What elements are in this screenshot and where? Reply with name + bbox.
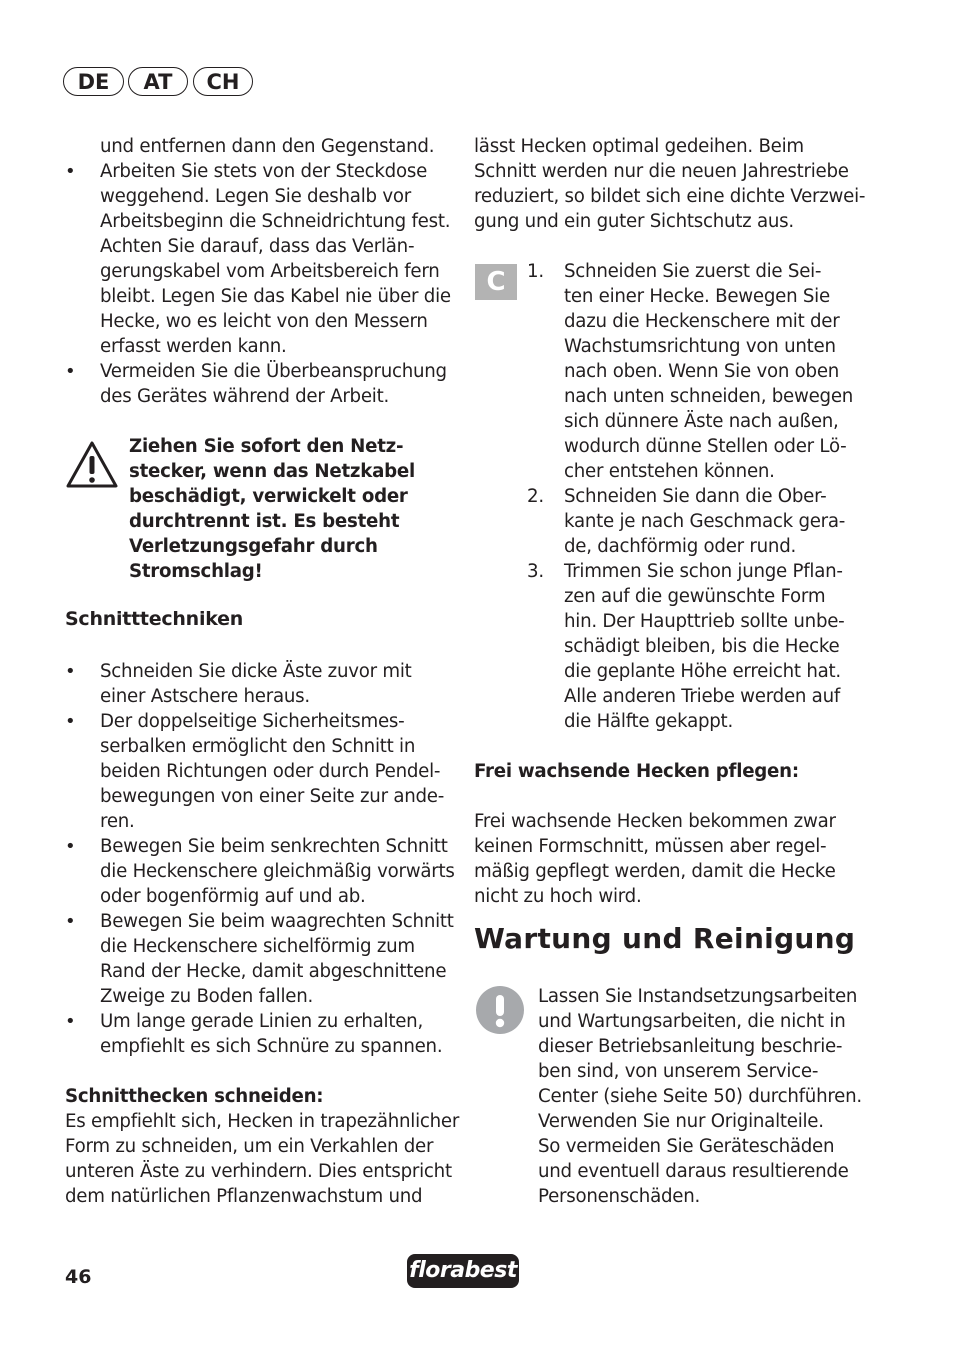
warning-text-line: stecker, wenn das Netzkabel (129, 461, 415, 482)
bullet-item-line: ren. (100, 811, 135, 832)
step-text-line: die geplante Höhe erreicht hat. (564, 661, 841, 682)
bullet-marker: • (65, 361, 76, 382)
warning-triangle-icon (65, 440, 119, 490)
bullet-marker: • (65, 161, 76, 182)
warning-text-line: beschädigt, verwickelt oder (129, 486, 408, 507)
note-text-line: und Wartungsarbeiten, die nicht in (538, 1011, 846, 1032)
paragraph-line: Schnitt werden nur die neuen Jahrestriebe (474, 161, 849, 182)
paragraph-line: unteren Äste zu verhindern. Dies entspricht (65, 1161, 452, 1182)
step-text-line: Alle anderen Triebe werden auf (564, 686, 841, 707)
paragraph-line: Form zu schneiden, um ein Verkahlen der (65, 1136, 434, 1157)
bullet-item-line: gerungskabel vom Arbeitsbereich fern (100, 261, 440, 282)
paragraph-line: reduziert, so bildet sich eine dichte Verzwei- (474, 186, 866, 207)
step-text-line: nach unten schneiden, bewegen (564, 386, 854, 407)
paragraph-line: und entfernen dann den Gegenstand. (100, 136, 435, 157)
note-text-line: ben sind, von unserem Service- (538, 1061, 819, 1082)
note-text-line: dieser Betriebsanleitung beschrie- (538, 1036, 843, 1057)
paragraph-line: gung und ein guter Sichtschutz aus. (474, 211, 794, 232)
bullet-item-line: Bewegen Sie beim waagrechten Schnitt (100, 911, 454, 932)
bullet-marker: • (65, 661, 76, 682)
step-number: 1. (527, 261, 544, 282)
bullet-item-line: serbalken ermöglicht den Schnitt in (100, 736, 416, 757)
bullet-item-line: Bewegen Sie beim senkrechten Schnitt (100, 836, 448, 857)
section-heading: Schnitttechniken (65, 608, 244, 630)
step-text-line: Schneiden Sie zuerst die Sei- (564, 261, 822, 282)
step-text-line: ten einer Hecke. Bewegen Sie (564, 286, 830, 307)
note-text-line: Lassen Sie Instandsetzungsarbeiten (538, 986, 858, 1007)
step-text-line: dazu die Heckenschere mit der (564, 311, 840, 332)
note-text-line: So vermeiden Sie Geräteschäden (538, 1136, 835, 1157)
step-text-line: kante je nach Geschmack gera- (564, 511, 846, 532)
paragraph-line: Frei wachsende Hecken bekommen zwar (474, 811, 836, 832)
bullet-item-line: Zweige zu Boden fallen. (100, 986, 313, 1007)
bullet-item-line: Um lange gerade Linien zu erhalten, (100, 1011, 423, 1032)
warning-text-line: Ziehen Sie sofort den Netz- (129, 436, 404, 457)
subsection-heading: Frei wachsende Hecken pflegen: (474, 761, 799, 782)
step-number: 2. (527, 486, 544, 507)
step-text-line: nach oben. Wenn Sie von oben (564, 361, 840, 382)
figure-label-box: C (475, 264, 517, 300)
bullet-marker: • (65, 1011, 76, 1032)
bullet-item-line: bewegungen von einer Seite zur ande- (100, 786, 445, 807)
paragraph-line: mäßig gepflegt werden, damit die Hecke (474, 861, 836, 882)
paragraph-line: nicht zu hoch wird. (474, 886, 642, 907)
exclamation-note-icon (476, 986, 524, 1034)
bullet-marker: • (65, 711, 76, 732)
bullet-item-line: einer Astschere heraus. (100, 686, 310, 707)
step-text-line: sich dünnere Äste nach außen, (564, 411, 839, 432)
bullet-item-line: bleibt. Legen Sie das Kabel nie über die (100, 286, 451, 307)
bullet-item-line: beiden Richtungen oder durch Pendel- (100, 761, 441, 782)
bullet-item-line: Schneiden Sie dicke Äste zuvor mit (100, 661, 412, 682)
note-text-line: Center (siehe Seite 50) durchführen. (538, 1086, 862, 1107)
paragraph-line: Es empfiehlt sich, Hecken in trapezähnlicher (65, 1111, 460, 1132)
bullet-item-line: empfiehlt es sich Schnüre zu spannen. (100, 1036, 443, 1057)
bullet-item-line: Hecke, wo es leicht von den Messern (100, 311, 428, 332)
bullet-item-line: oder bogenförmig auf und ab. (100, 886, 366, 907)
step-text-line: hin. Der Haupttrieb sollte unbe- (564, 611, 845, 632)
step-text-line: schädigt bleiben, bis die Hecke (564, 636, 840, 657)
subsection-heading: Schnitthecken schneiden: (65, 1086, 324, 1107)
paragraph-line: dem natürlichen Pflanzenwachstum und (65, 1186, 423, 1207)
bullet-item-line: die Heckenschere sichelförmig zum (100, 936, 415, 957)
bullet-item-line: des Gerätes während der Arbeit. (100, 386, 390, 407)
bullet-item-line: weggehend. Legen Sie deshalb vor (100, 186, 411, 207)
step-number: 3. (527, 561, 544, 582)
step-text-line: de, dachförmig oder rund. (564, 536, 797, 557)
bullet-item-line: Arbeiten Sie stets von der Steckdose (100, 161, 428, 182)
bullet-item-line: Der doppelseitige Sicherheitsmes- (100, 711, 405, 732)
step-text-line: Trimmen Sie schon junge Pflan- (564, 561, 843, 582)
country-badge-at: AT (128, 67, 188, 96)
bullet-item-line: Rand der Hecke, damit abgeschnittene (100, 961, 447, 982)
paragraph-line: keinen Formschnitt, müssen aber regel- (474, 836, 827, 857)
bullet-item-line: Arbeitsbeginn die Schneidrichtung fest. (100, 211, 451, 232)
page-number: 46 (65, 1266, 92, 1288)
bullet-marker: • (65, 836, 76, 857)
country-badge-ch: CH (193, 67, 253, 96)
note-text-line: Verwenden Sie nur Originalteile. (538, 1111, 824, 1132)
step-text-line: Schneiden Sie dann die Ober- (564, 486, 827, 507)
warning-text-line: Verletzungsgefahr durch (129, 536, 378, 557)
step-text-line: Wachstumsrichtung von unten (564, 336, 836, 357)
step-text-line: wodurch dünne Stellen oder Lö- (564, 436, 847, 457)
step-text-line: die Hälfte gekappt. (564, 711, 733, 732)
florabest-logo: florabest (407, 1254, 519, 1288)
bullet-item-line: erfasst werden kann. (100, 336, 287, 357)
warning-text-line: durchtrennt ist. Es besteht (129, 511, 400, 532)
bullet-item-line: Achten Sie darauf, dass das Verlän- (100, 236, 415, 257)
section-heading-large: Wartung und Reinigung (474, 922, 856, 955)
step-text-line: cher entstehen können. (564, 461, 775, 482)
note-text-line: und eventuell daraus resultierende (538, 1161, 849, 1182)
step-text-line: zen auf die gewünschte Form (564, 586, 826, 607)
note-text-line: Personenschäden. (538, 1186, 701, 1207)
country-badge-de: DE (63, 67, 124, 96)
bullet-marker: • (65, 911, 76, 932)
bullet-item-line: Vermeiden Sie die Überbeanspruchung (100, 361, 447, 382)
bullet-item-line: die Heckenschere gleichmäßig vorwärts (100, 861, 455, 882)
warning-text-line: Stromschlag! (129, 561, 263, 582)
paragraph-line: lässt Hecken optimal gedeihen. Beim (474, 136, 804, 157)
